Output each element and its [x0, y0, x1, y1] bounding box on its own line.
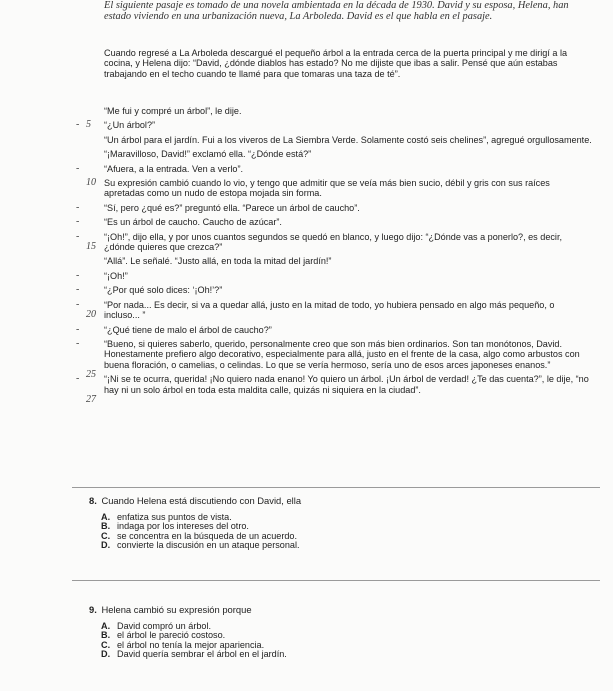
- question-8: [89, 495, 589, 551]
- paragraph-text: “¡Oh!”, dijo ella, y por unos cuantos segundos se quedó en blanco, y luego dijo: “¿Dónde vas a ponerlo?, es decir, ¿dónde quieres que crezca?”: [104, 231, 562, 253]
- line-number: 27: [86, 394, 96, 406]
- line-number: 5: [86, 119, 91, 131]
- line-number: 20: [86, 308, 96, 320]
- passage-paragraph: [72, 178, 592, 199]
- paragraph-text: “¡Oh!”: [104, 270, 128, 281]
- paragraph-text: “¿Un árbol?”: [104, 120, 156, 131]
- line-dash: -: [76, 337, 80, 349]
- passage-paragraph: [72, 325, 592, 335]
- line-dash: -: [76, 269, 80, 281]
- option-letter: B.: [101, 630, 111, 641]
- section-divider: [72, 580, 600, 581]
- passage-paragraph: [72, 164, 592, 174]
- option-text: indaga por los intereses del otro.: [117, 521, 249, 532]
- option-text: enfatiza sus puntos de vista.: [117, 512, 232, 522]
- passage-paragraph: [72, 106, 592, 116]
- paragraph-text: “¡Ni se te ocurra, querida! ¡No quiero nada enano! Yo quiero un árbol. ¡Un árbol de verdad! ¿Te das cuenta?”, le dije, “no hay ni un solo árbol en toda esta maldita calle, quizás ni siquiera en la ciudad”.: [104, 374, 589, 395]
- passage-paragraph: [72, 135, 592, 145]
- passage: [72, 106, 592, 406]
- line-dash: -: [76, 298, 80, 310]
- option-letter: C.: [101, 530, 111, 541]
- lead-paragraph: Cuando regresé a La Arboleda descargué el pequeño árbol a la entrada cerca de la puerta principal y me dirigí a la cocina, y Helena dijo: “David, ¿dónde diablos has estado? No me dijiste que ibas a salir. Pensé que aún estabas trabajando en el techo cuando te llamé para que tomaras una taza de té”.: [104, 48, 568, 79]
- line-number: 10: [86, 177, 96, 189]
- line-dash: -: [76, 201, 80, 213]
- line-dash: -: [76, 119, 80, 131]
- option-text: el árbol no tenía la mejor apariencia.: [117, 639, 265, 650]
- option-letter: C.: [101, 639, 111, 650]
- question-number: 8.: [89, 495, 97, 506]
- option-letter: D.: [101, 540, 111, 551]
- question-number: 9.: [89, 604, 97, 615]
- option-text: el árbol le pareció costoso.: [117, 630, 226, 641]
- question-9: [89, 604, 589, 660]
- option-letter: D.: [101, 649, 111, 660]
- passage-paragraph: [72, 285, 592, 295]
- line-number: 15: [86, 240, 96, 252]
- paragraph-text: “Allá”. Le señalé. “Justo allá, en toda la mitad del jardín!”: [104, 256, 332, 267]
- line-dash: -: [76, 216, 80, 228]
- paragraph-text: “¿Qué tiene de malo el árbol de caucho?”: [104, 324, 272, 335]
- answer-option[interactable]: [89, 541, 589, 550]
- intro-text: El siguiente pasaje es tomado de una novela ambientada en la década de 1930. David y su esposa, Helena, han estado viviendo en una urbanización nueva, La Arboleda. David es el que habla en el pasaje.: [104, 0, 569, 22]
- section-divider: [72, 487, 600, 488]
- paragraph-text: “¡Maravilloso, David!” exclamó ella. “¿Dónde está?”: [104, 149, 312, 160]
- passage-paragraph: [72, 256, 592, 266]
- passage-paragraph: [72, 337, 592, 380]
- paragraph-text: Su expresión cambió cuando lo vio, y tengo que admitir que se veía más bien sucio, débil y gris con sus raíces apretadas como un nudo de estopa mojada sin forma.: [104, 178, 550, 199]
- paragraph-text: “Por nada... Es decir, si va a quedar allá, justo en la mitad de todo, yo hubiera pensado en algo más pequeño, o incluso... ”: [104, 299, 555, 321]
- option-text: se concentra en la búsqueda de un acuerdo.: [117, 530, 297, 541]
- line-dash: -: [76, 162, 80, 174]
- passage-paragraph: [72, 232, 592, 253]
- paragraph-text: “Bueno, si quieres saberlo, querido, personalmente creo que son más bien ordinarios. Son tan monótonos, David. Honestamente prefiero algo decorativo, especialmente para allá, justo en el frente de la casa, algo como arbustos con buena floración, o camelias, o celindas. Lo que se vería hermoso, sería uno de esos arces japoneses enanos.”: [104, 338, 580, 370]
- question-stem: Cuando Helena está discutiendo con David, ella: [101, 495, 302, 506]
- passage-paragraph: [72, 120, 592, 130]
- question-stem: Helena cambió su expresión porque: [101, 604, 252, 615]
- option-text: David quería sembrar el árbol en el jardín.: [117, 649, 287, 660]
- option-text: convierte la discusión en un ataque personal.: [117, 540, 300, 551]
- paragraph-text: “Un árbol para el jardín. Fui a los viveros de La Siembra Verde. Solamente costó seis chelines”, agregué orgullosamente.: [104, 134, 592, 145]
- option-letter: A.: [101, 512, 111, 522]
- line-dash: -: [76, 284, 80, 296]
- option-letter: B.: [101, 521, 111, 532]
- line-dash: -: [76, 373, 80, 385]
- passage-paragraph: [72, 149, 592, 159]
- passage-paragraph: [72, 271, 592, 281]
- passage-paragraph: [72, 373, 592, 406]
- paragraph-text: “Es un árbol de caucho. Caucho de azúcar”.: [104, 217, 282, 228]
- line-number: 25: [86, 368, 96, 380]
- paragraph-text: “Afuera, a la entrada. Ven a verlo”.: [104, 163, 244, 174]
- passage-paragraph: [72, 217, 592, 227]
- line-dash: -: [76, 323, 80, 335]
- option-letter: A.: [101, 621, 111, 631]
- answer-option[interactable]: [89, 650, 589, 659]
- line-dash: -: [76, 230, 80, 242]
- paragraph-text: “Sí, pero ¿qué es?” preguntó ella. “Parece un árbol de caucho”.: [104, 202, 360, 213]
- option-text: David compró un árbol.: [117, 621, 212, 631]
- paragraph-text: “Me fui y compré un árbol”, le dije.: [104, 106, 242, 116]
- passage-paragraph: [72, 300, 592, 321]
- paragraph-text: “¿Por qué solo dices: ‘¡Oh!’?”: [104, 285, 223, 296]
- passage-paragraph: [72, 203, 592, 213]
